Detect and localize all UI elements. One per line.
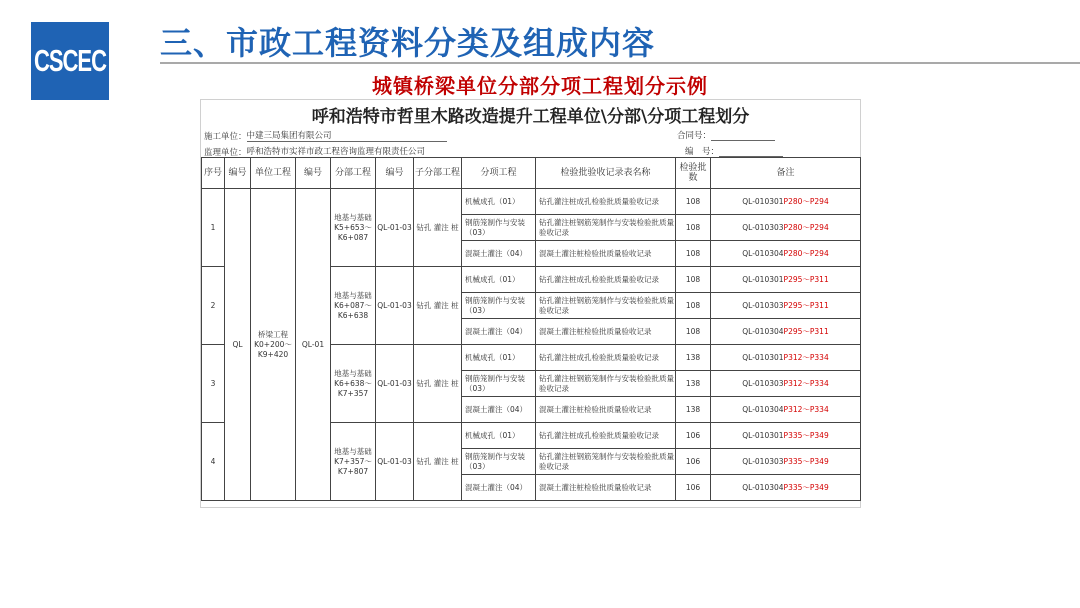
division-code-cell: QL-01-03	[376, 267, 414, 345]
record-name-cell: 钻孔灌注桩钢筋笼制作与安装检验批质量验收记录	[536, 371, 676, 397]
item-cell: 钢筋笼制作与安装（03）	[462, 215, 536, 241]
remark-prefix: QL-010301	[742, 274, 784, 284]
unit-code2-cell: QL-01	[296, 189, 331, 501]
contract-no-line	[711, 130, 775, 141]
page-title: 三、市政工程资料分类及组成内容	[160, 24, 656, 62]
item-cell: 钢筋笼制作与安装（03）	[462, 293, 536, 319]
remark-cell	[711, 397, 861, 423]
serial-no-line	[719, 146, 783, 157]
item-cell: 机械成孔（01）	[462, 345, 536, 371]
item-cell: 机械成孔（01）	[462, 189, 536, 215]
division-name-cell: 地基与基础 K6+087～ K6+638	[331, 267, 376, 345]
item-cell: 机械成孔（01）	[462, 267, 536, 293]
remark-cell	[711, 241, 861, 267]
contract-no-row	[677, 129, 775, 141]
remark-range: P335～P349	[783, 430, 829, 440]
col-header-remark: 备注	[711, 158, 861, 189]
remark-prefix: QL-010303	[742, 378, 784, 388]
item-cell: 混凝土灌注（04）	[462, 241, 536, 267]
subdivision-cell: 钻孔 灌注 桩	[414, 345, 462, 423]
col-header-code: 编号	[296, 158, 331, 189]
group-number-cell: 3	[202, 345, 225, 423]
division-name-cell: 地基与基础 K7+357～ K7+807	[331, 423, 376, 501]
remark-prefix: QL-010301	[742, 352, 784, 362]
batch-count-cell: 108	[676, 267, 711, 293]
col-header-unit: 单位工程	[251, 158, 296, 189]
batch-count-cell: 106	[676, 423, 711, 449]
remark-range: P335～P349	[783, 456, 829, 466]
col-header-code: 编号	[225, 158, 251, 189]
table-row	[202, 189, 861, 215]
division-table	[201, 157, 861, 501]
remark-range: P280～P294	[783, 248, 829, 258]
remark-range: P335～P349	[783, 482, 829, 492]
batch-count-cell: 138	[676, 371, 711, 397]
spreadsheet-image	[200, 99, 861, 508]
group-number-cell: 1	[202, 189, 225, 267]
remark-range: P280～P294	[783, 222, 829, 232]
item-cell: 混凝土灌注（04）	[462, 319, 536, 345]
title-divider	[160, 62, 1080, 64]
supervision-unit-label: 监理单位：	[204, 148, 247, 158]
remark-prefix: QL-010301	[742, 196, 784, 206]
division-code-cell: QL-01-03	[376, 189, 414, 267]
construction-unit-row	[204, 129, 447, 142]
remark-prefix: QL-010304	[742, 482, 784, 492]
remark-prefix: QL-010301	[742, 430, 784, 440]
division-name-cell: 地基与基础 K6+638～ K7+357	[331, 345, 376, 423]
batch-count-cell: 138	[676, 397, 711, 423]
col-header-division: 分部工程	[331, 158, 376, 189]
unit-code-cell: QL	[225, 189, 251, 501]
group-number-cell: 2	[202, 267, 225, 345]
unit-name-cell: 桥梁工程 K0+200～ K9+420	[251, 189, 296, 501]
remark-prefix: QL-010304	[742, 248, 784, 258]
remark-prefix: QL-010304	[742, 404, 784, 414]
remark-range: P295～P311	[783, 326, 829, 336]
division-name-cell: 地基与基础 K5+653～ K6+087	[331, 189, 376, 267]
construction-unit-label: 施工单位：	[204, 132, 247, 142]
contract-no-label: 合同号：	[677, 131, 712, 141]
remark-cell	[711, 475, 861, 501]
batch-count-cell: 108	[676, 293, 711, 319]
col-header-no: 序号	[202, 158, 225, 189]
division-code-cell: QL-01-03	[376, 423, 414, 501]
construction-unit-value: 中建三局集团有限公司	[247, 129, 447, 142]
slide-subtitle: 城镇桥梁单位分部分项工程划分示例	[372, 74, 708, 98]
record-name-cell: 混凝土灌注桩检验批质量验收记录	[536, 241, 676, 267]
remark-cell	[711, 267, 861, 293]
supervision-unit-value: 呼和浩特市实祥市政工程咨询监理有限责任公司	[247, 145, 477, 158]
record-name-cell: 钻孔灌注桩钢筋笼制作与安装检验批质量验收记录	[536, 215, 676, 241]
batch-count-cell: 138	[676, 345, 711, 371]
group-number-cell: 4	[202, 423, 225, 501]
company-logo: CSCEC	[31, 22, 109, 100]
record-name-cell: 混凝土灌注桩检验批质量验收记录	[536, 319, 676, 345]
item-cell: 混凝土灌注（04）	[462, 397, 536, 423]
item-cell: 机械成孔（01）	[462, 423, 536, 449]
batch-count-cell: 108	[676, 189, 711, 215]
subdivision-cell: 钻孔 灌注 桩	[414, 423, 462, 501]
remark-cell	[711, 215, 861, 241]
table-header-row	[202, 158, 861, 189]
record-name-cell: 钻孔灌注桩钢筋笼制作与安装检验批质量验收记录	[536, 293, 676, 319]
record-name-cell: 钻孔灌注桩成孔检验批质量验收记录	[536, 345, 676, 371]
record-name-cell: 钻孔灌注桩成孔检验批质量验收记录	[536, 189, 676, 215]
col-header-code: 编号	[376, 158, 414, 189]
subdivision-cell: 钻孔 灌注 桩	[414, 189, 462, 267]
remark-cell	[711, 189, 861, 215]
item-cell: 钢筋笼制作与安装（03）	[462, 449, 536, 475]
remark-prefix: QL-010303	[742, 222, 784, 232]
col-header-subdivision: 子分部工程	[414, 158, 462, 189]
remark-cell	[711, 319, 861, 345]
record-name-cell: 混凝土灌注桩检验批质量验收记录	[536, 475, 676, 501]
remark-cell	[711, 423, 861, 449]
batch-count-cell: 106	[676, 475, 711, 501]
col-header-count: 检验批数	[676, 158, 711, 189]
remark-range: P312～P334	[783, 378, 829, 388]
record-name-cell: 混凝土灌注桩检验批质量验收记录	[536, 397, 676, 423]
remark-prefix: QL-010303	[742, 456, 784, 466]
remark-range: P280～P294	[783, 196, 829, 206]
item-cell: 混凝土灌注（04）	[462, 475, 536, 501]
remark-cell	[711, 449, 861, 475]
remark-range: P312～P334	[783, 352, 829, 362]
remark-cell	[711, 345, 861, 371]
subdivision-cell: 钻孔 灌注 桩	[414, 267, 462, 345]
record-name-cell: 钻孔灌注桩成孔检验批质量验收记录	[536, 423, 676, 449]
remark-prefix: QL-010303	[742, 300, 784, 310]
division-code-cell: QL-01-03	[376, 345, 414, 423]
batch-count-cell: 108	[676, 215, 711, 241]
remark-range: P295～P311	[783, 274, 829, 284]
remark-cell	[711, 371, 861, 397]
item-cell: 钢筋笼制作与安装（03）	[462, 371, 536, 397]
record-name-cell: 钻孔灌注桩成孔检验批质量验收记录	[536, 267, 676, 293]
serial-no-row	[685, 145, 783, 157]
col-header-record: 检验批验收记录表名称	[536, 158, 676, 189]
batch-count-cell: 108	[676, 319, 711, 345]
remark-cell	[711, 293, 861, 319]
sheet-title: 呼和浩特市哲里木路改造提升工程单位\分部\分项工程划分	[311, 107, 750, 127]
col-header-item: 分项工程	[462, 158, 536, 189]
batch-count-cell: 108	[676, 241, 711, 267]
serial-no-label: 编 号：	[685, 147, 720, 157]
remark-range: P295～P311	[783, 300, 829, 310]
record-name-cell: 钻孔灌注桩钢筋笼制作与安装检验批质量验收记录	[536, 449, 676, 475]
remark-prefix: QL-010304	[742, 326, 784, 336]
batch-count-cell: 106	[676, 449, 711, 475]
remark-range: P312～P334	[783, 404, 829, 414]
